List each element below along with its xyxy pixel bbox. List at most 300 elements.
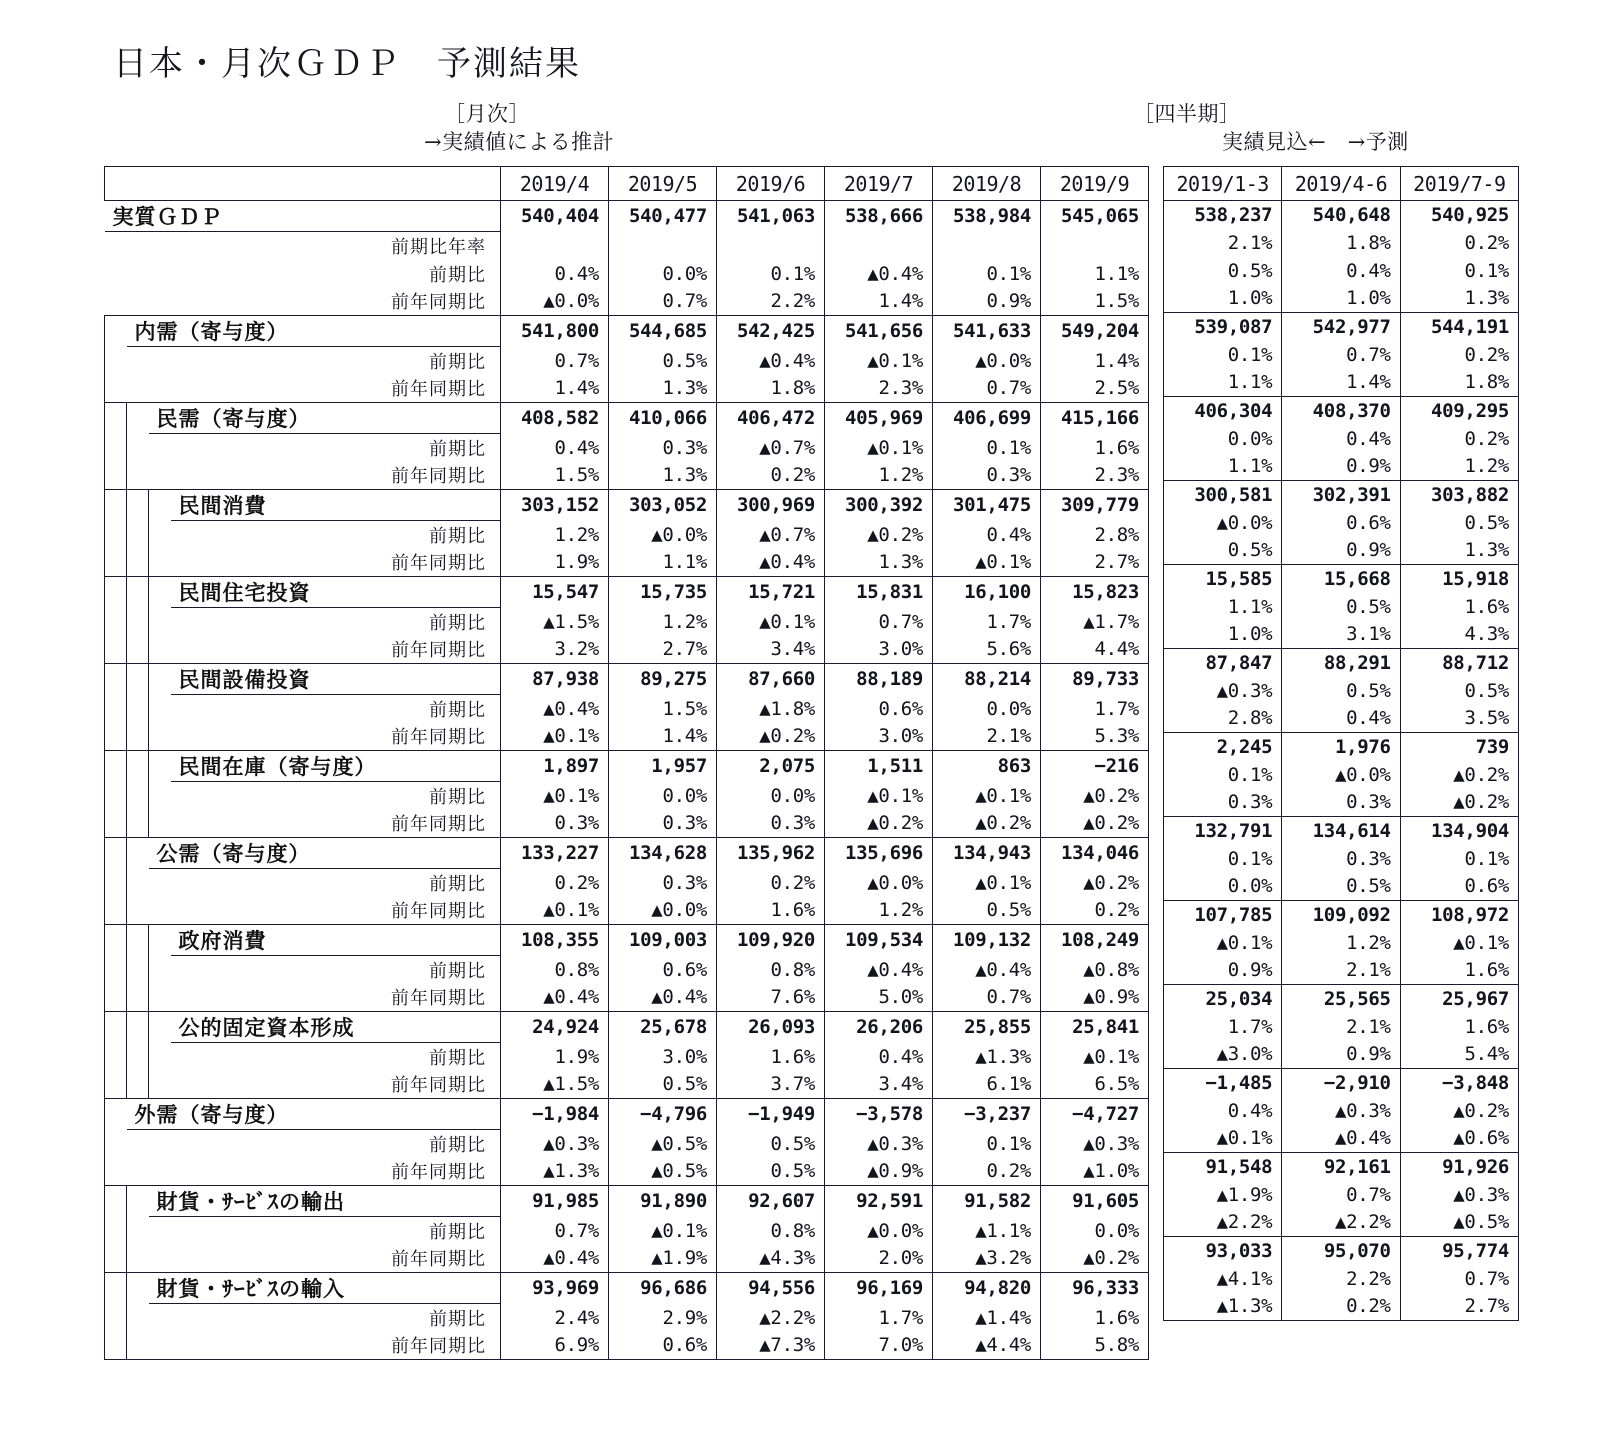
- cell-qoq: ▲0.0%: [609, 521, 717, 549]
- cell-level-value: 134,046: [1041, 838, 1149, 869]
- cell-level-value-quarter: 92,161: [1282, 1153, 1400, 1181]
- cell-level-value: 89,733: [1041, 664, 1149, 695]
- cell-yoy: 0.7%: [933, 984, 1041, 1012]
- cell-yoy-quarter: ▲1.3%: [1164, 1293, 1282, 1321]
- cell-level-value: 89,275: [609, 664, 717, 695]
- cell-yoy-quarter: 2.7%: [1400, 1293, 1518, 1321]
- cell-qoq: ▲0.4%: [933, 956, 1041, 984]
- indent-guide: [149, 1071, 171, 1099]
- cell-level-value-quarter: 88,291: [1282, 649, 1400, 677]
- cell-level-value: 541,656: [825, 316, 933, 347]
- indent-guide: [105, 1273, 127, 1304]
- cell-level-value-quarter: 540,925: [1400, 201, 1518, 229]
- indent-guide: [105, 1158, 127, 1186]
- cell-yoy: 1.6%: [717, 897, 825, 925]
- row-sublabel: 前年同期比: [171, 984, 501, 1012]
- table-row: [105, 577, 1149, 608]
- row-sublabel: 前年同期比: [105, 288, 501, 316]
- indent-guide: [127, 1332, 149, 1360]
- cell-yoy: ▲0.0%: [609, 897, 717, 925]
- cell-level-value: 540,477: [609, 201, 717, 232]
- cell-yoy-quarter: ▲2.2%: [1164, 1209, 1282, 1237]
- cell-yoy: 1.3%: [609, 375, 717, 403]
- table-row: [105, 636, 1149, 664]
- cell-yoy: 6.5%: [1041, 1071, 1149, 1099]
- cell-qoq: ▲0.5%: [609, 1130, 717, 1158]
- cell-qoq: 0.3%: [609, 869, 717, 897]
- cell-qoq-quarter: ▲0.2%: [1400, 761, 1518, 789]
- cell-level-value: 16,100: [933, 577, 1041, 608]
- cell-annualized-quarter: 1.8%: [1282, 229, 1400, 257]
- cell-level-value: 542,425: [717, 316, 825, 347]
- cell-yoy: 3.0%: [825, 636, 933, 664]
- cell-yoy: 1.3%: [825, 549, 933, 577]
- row-label: 民間在庫（寄与度）: [171, 751, 501, 782]
- cell-yoy: 1.3%: [609, 462, 717, 490]
- cell-qoq-quarter: 0.7%: [1282, 341, 1400, 369]
- cell-qoq-quarter: 1.7%: [1164, 1013, 1282, 1041]
- table-row: [1164, 425, 1519, 453]
- indent-guide: [127, 956, 149, 984]
- cell-yoy-quarter: 5.4%: [1400, 1041, 1518, 1069]
- cell-qoq: 0.8%: [717, 956, 825, 984]
- table-row: [105, 782, 1149, 810]
- cell-qoq-quarter: 0.5%: [1282, 677, 1400, 705]
- cell-qoq: ▲0.3%: [825, 1130, 933, 1158]
- indent-guide: [105, 956, 127, 984]
- indent-guide: [149, 1012, 171, 1043]
- cell-level-value: −4,796: [609, 1099, 717, 1130]
- cell-yoy-quarter: 3.1%: [1282, 621, 1400, 649]
- cell-yoy: 2.3%: [1041, 462, 1149, 490]
- cell-yoy-quarter: 1.2%: [1400, 453, 1518, 481]
- cell-yoy: ▲4.4%: [933, 1332, 1041, 1360]
- cell-level-value: 410,066: [609, 403, 717, 434]
- cell-level-value: 1,957: [609, 751, 717, 782]
- cell-level-value: 133,227: [501, 838, 609, 869]
- cell-level-value: 406,699: [933, 403, 1041, 434]
- cell-yoy: 1.5%: [501, 462, 609, 490]
- indent-guide: [105, 897, 127, 925]
- table-row: [105, 925, 1149, 956]
- cell-level-value-quarter: 1,976: [1282, 733, 1400, 761]
- cell-yoy: ▲0.4%: [609, 984, 717, 1012]
- table-row: [1164, 257, 1519, 285]
- row-label: 実質ＧＤＰ: [105, 201, 501, 232]
- cell-level-value-quarter: 134,904: [1400, 817, 1518, 845]
- monthly-section-note-sub: →実績値による推計: [424, 130, 615, 154]
- cell-qoq-quarter: 0.2%: [1400, 341, 1518, 369]
- cell-level-value-quarter: 408,370: [1282, 397, 1400, 425]
- indent-guide: [127, 925, 149, 956]
- cell-level-value-quarter: 25,034: [1164, 985, 1282, 1013]
- cell-qoq-quarter: 1.6%: [1400, 1013, 1518, 1041]
- cell-level-value: 15,831: [825, 577, 933, 608]
- column-header-month: 2019/4: [501, 167, 609, 201]
- row-sublabel: 前年同期比: [149, 1245, 501, 1273]
- indent-guide: [105, 316, 127, 347]
- cell-yoy-quarter: 0.5%: [1164, 537, 1282, 565]
- indent-guide: [105, 695, 127, 723]
- cell-yoy: 6.9%: [501, 1332, 609, 1360]
- cell-level-value-quarter: 107,785: [1164, 901, 1282, 929]
- indent-guide: [127, 664, 149, 695]
- cell-level-value: 2,075: [717, 751, 825, 782]
- table-row: [1164, 1125, 1519, 1153]
- cell-level-value: 15,823: [1041, 577, 1149, 608]
- indent-guide: [149, 608, 171, 636]
- cell-yoy: 6.1%: [933, 1071, 1041, 1099]
- indent-guide: [149, 521, 171, 549]
- table-row: [105, 810, 1149, 838]
- cell-level-value: 25,678: [609, 1012, 717, 1043]
- row-label: 外需（寄与度）: [127, 1099, 501, 1130]
- monthly-section-note-label: ［月次］: [444, 102, 530, 126]
- cell-yoy: 0.2%: [933, 1158, 1041, 1186]
- table-row: [105, 1071, 1149, 1099]
- indent-guide: [149, 984, 171, 1012]
- column-header-month: 2019/7: [825, 167, 933, 201]
- cell-qoq-quarter: ▲0.3%: [1282, 1097, 1400, 1125]
- cell-yoy-quarter: 0.9%: [1282, 1041, 1400, 1069]
- cell-yoy-quarter: 4.3%: [1400, 621, 1518, 649]
- cell-yoy: 5.8%: [1041, 1332, 1149, 1360]
- table-row: [105, 608, 1149, 636]
- cell-qoq: 0.7%: [501, 347, 609, 375]
- indent-guide: [105, 490, 127, 521]
- indent-guide: [105, 1217, 127, 1245]
- cell-yoy-quarter: ▲0.1%: [1164, 1125, 1282, 1153]
- cell-yoy: 0.5%: [717, 1158, 825, 1186]
- cell-qoq: 1.1%: [1041, 260, 1149, 288]
- quarterly-section-note-label: ［四半期］: [1133, 102, 1241, 126]
- row-sublabel: 前期比: [171, 521, 501, 549]
- cell-qoq: ▲0.1%: [933, 782, 1041, 810]
- indent-guide: [105, 838, 127, 869]
- cell-level-value: 92,607: [717, 1186, 825, 1217]
- cell-qoq: ▲1.1%: [933, 1217, 1041, 1245]
- cell-yoy-quarter: 0.9%: [1164, 957, 1282, 985]
- cell-qoq: 0.1%: [717, 260, 825, 288]
- cell-yoy: 0.3%: [717, 810, 825, 838]
- row-label: 内需（寄与度）: [127, 316, 501, 347]
- table-row: [1164, 1069, 1519, 1097]
- cell-yoy: ▲4.3%: [717, 1245, 825, 1273]
- cell-level-value-quarter: −3,848: [1400, 1069, 1518, 1097]
- cell-level-value: 96,686: [609, 1273, 717, 1304]
- cell-level-value-quarter: 739: [1400, 733, 1518, 761]
- indent-guide: [105, 1245, 127, 1273]
- cell-yoy: 7.0%: [825, 1332, 933, 1360]
- cell-yoy: 0.6%: [609, 1332, 717, 1360]
- indent-guide: [105, 521, 127, 549]
- cell-level-value-quarter: 108,972: [1400, 901, 1518, 929]
- cell-yoy: ▲1.5%: [501, 1071, 609, 1099]
- table-row: [1164, 229, 1519, 257]
- cell-qoq-quarter: 1.2%: [1282, 929, 1400, 957]
- cell-qoq: 1.2%: [609, 608, 717, 636]
- cell-level-value: 26,093: [717, 1012, 825, 1043]
- indent-guide: [127, 462, 149, 490]
- table-row: [1164, 1097, 1519, 1125]
- indent-guide: [127, 521, 149, 549]
- cell-yoy-quarter: 2.8%: [1164, 705, 1282, 733]
- table-row: [1164, 733, 1519, 761]
- cell-level-value: 87,660: [717, 664, 825, 695]
- cell-level-value: 303,152: [501, 490, 609, 521]
- cell-yoy: ▲0.2%: [1041, 1245, 1149, 1273]
- cell-qoq-quarter: 0.1%: [1164, 845, 1282, 873]
- cell-qoq: 0.0%: [1041, 1217, 1149, 1245]
- table-row: [105, 1043, 1149, 1071]
- table-row: [1164, 565, 1519, 593]
- row-sublabel: 前年同期比: [149, 1332, 501, 1360]
- indent-guide: [127, 1012, 149, 1043]
- cell-level-value-quarter: 88,712: [1400, 649, 1518, 677]
- cell-level-value: 87,938: [501, 664, 609, 695]
- cell-yoy: ▲0.5%: [609, 1158, 717, 1186]
- indent-guide: [127, 984, 149, 1012]
- cell-qoq: ▲0.4%: [825, 260, 933, 288]
- indent-guide: [105, 751, 127, 782]
- cell-level-value-quarter: 91,548: [1164, 1153, 1282, 1181]
- cell-qoq-quarter: 0.1%: [1400, 845, 1518, 873]
- table-row: [105, 695, 1149, 723]
- cell-qoq-quarter: 2.2%: [1282, 1265, 1400, 1293]
- cell-qoq-quarter: 0.3%: [1282, 845, 1400, 873]
- cell-level-value-quarter: 406,304: [1164, 397, 1282, 425]
- cell-qoq: 0.1%: [933, 260, 1041, 288]
- row-label: 民間消費: [171, 490, 501, 521]
- cell-level-value: 405,969: [825, 403, 933, 434]
- cell-level-value-quarter: 25,967: [1400, 985, 1518, 1013]
- indent-guide: [127, 810, 149, 838]
- cell-qoq-quarter: 0.7%: [1400, 1265, 1518, 1293]
- cell-qoq: ▲1.8%: [717, 695, 825, 723]
- cell-qoq: ▲0.4%: [717, 347, 825, 375]
- indent-guide: [105, 347, 127, 375]
- indent-guide: [149, 810, 171, 838]
- cell-level-value: 541,633: [933, 316, 1041, 347]
- cell-level-value: 549,204: [1041, 316, 1149, 347]
- cell-qoq: 1.7%: [933, 608, 1041, 636]
- cell-qoq-quarter: 0.2%: [1400, 425, 1518, 453]
- cell-qoq: ▲1.7%: [1041, 608, 1149, 636]
- cell-level-value: 93,969: [501, 1273, 609, 1304]
- cell-qoq-quarter: ▲0.3%: [1164, 677, 1282, 705]
- column-header-month: 2019/9: [1041, 167, 1149, 201]
- cell-level-value: 538,666: [825, 201, 933, 232]
- cell-level-value: 309,779: [1041, 490, 1149, 521]
- table-row: [105, 1304, 1149, 1332]
- cell-level-value-quarter: −1,485: [1164, 1069, 1282, 1097]
- cell-qoq: 1.6%: [1041, 1304, 1149, 1332]
- indent-guide: [105, 1130, 127, 1158]
- cell-level-value: 541,063: [717, 201, 825, 232]
- cell-yoy-quarter: 1.0%: [1164, 621, 1282, 649]
- cell-level-value-quarter: 91,926: [1400, 1153, 1518, 1181]
- column-header-month: 2019/5: [609, 167, 717, 201]
- cell-qoq-quarter: 0.1%: [1400, 257, 1518, 285]
- cell-yoy-quarter: 0.4%: [1282, 705, 1400, 733]
- cell-qoq: ▲0.3%: [501, 1130, 609, 1158]
- cell-level-value: 109,003: [609, 925, 717, 956]
- table-row: [1164, 313, 1519, 341]
- cell-level-value: 91,890: [609, 1186, 717, 1217]
- cell-yoy-quarter: ▲0.6%: [1400, 1125, 1518, 1153]
- cell-annualized: [825, 232, 933, 260]
- table-row: [105, 1245, 1149, 1273]
- cell-qoq: 0.7%: [825, 608, 933, 636]
- cell-yoy-quarter: 1.3%: [1400, 537, 1518, 565]
- table-row: [1164, 593, 1519, 621]
- cell-qoq: 0.1%: [933, 1130, 1041, 1158]
- indent-guide: [105, 1332, 127, 1360]
- cell-level-value: 25,855: [933, 1012, 1041, 1043]
- cell-annualized: [609, 232, 717, 260]
- table-row: [1164, 201, 1519, 229]
- indent-guide: [149, 1043, 171, 1071]
- cell-yoy: 5.0%: [825, 984, 933, 1012]
- row-sublabel: 前期比: [171, 782, 501, 810]
- indent-guide: [105, 1071, 127, 1099]
- table-row: [105, 1186, 1149, 1217]
- cell-yoy-quarter: 0.2%: [1282, 1293, 1400, 1321]
- cell-level-value-quarter: 542,977: [1282, 313, 1400, 341]
- cell-yoy: 3.7%: [717, 1071, 825, 1099]
- cell-qoq: 1.2%: [501, 521, 609, 549]
- cell-qoq-quarter: 0.6%: [1282, 509, 1400, 537]
- indent-guide: [149, 723, 171, 751]
- cell-qoq: 0.2%: [717, 869, 825, 897]
- indent-guide: [149, 664, 171, 695]
- cell-yoy: ▲0.1%: [933, 549, 1041, 577]
- cell-level-value-quarter: 93,033: [1164, 1237, 1282, 1265]
- indent-guide: [105, 1304, 127, 1332]
- table-row: [105, 984, 1149, 1012]
- cell-yoy-quarter: 1.0%: [1282, 285, 1400, 313]
- indent-guide: [149, 577, 171, 608]
- cell-yoy: 2.2%: [717, 288, 825, 316]
- cell-level-value: −1,949: [717, 1099, 825, 1130]
- cell-qoq: 0.5%: [717, 1130, 825, 1158]
- table-row: [105, 232, 1149, 260]
- cell-level-value-quarter: 303,882: [1400, 481, 1518, 509]
- cell-level-value: 406,472: [717, 403, 825, 434]
- cell-yoy: 2.0%: [825, 1245, 933, 1273]
- cell-yoy: 1.1%: [609, 549, 717, 577]
- cell-yoy-quarter: ▲3.0%: [1164, 1041, 1282, 1069]
- indent-guide: [105, 636, 127, 664]
- cell-level-value: 541,800: [501, 316, 609, 347]
- cell-level-value: 92,591: [825, 1186, 933, 1217]
- cell-level-value-quarter: 109,092: [1282, 901, 1400, 929]
- cell-qoq-quarter: ▲0.0%: [1164, 509, 1282, 537]
- cell-qoq: ▲0.1%: [825, 782, 933, 810]
- cell-qoq: 0.2%: [501, 869, 609, 897]
- cell-yoy: ▲1.0%: [1041, 1158, 1149, 1186]
- cell-level-value-quarter: 540,648: [1282, 201, 1400, 229]
- indent-guide: [127, 695, 149, 723]
- cell-qoq: 0.0%: [933, 695, 1041, 723]
- table-row: [1164, 1293, 1519, 1321]
- cell-qoq: 0.1%: [933, 434, 1041, 462]
- cell-level-value: 88,214: [933, 664, 1041, 695]
- cell-qoq-quarter: 0.1%: [1164, 341, 1282, 369]
- table-row: [1164, 649, 1519, 677]
- monthly-table-header-row: [105, 167, 1149, 201]
- table-row: [1164, 929, 1519, 957]
- indent-guide: [105, 1186, 127, 1217]
- row-sublabel: 前年同期比: [127, 1158, 501, 1186]
- cell-yoy-quarter: ▲0.5%: [1400, 1209, 1518, 1237]
- cell-qoq: 0.4%: [933, 521, 1041, 549]
- row-sublabel: 前年同期比: [171, 723, 501, 751]
- indent-guide: [127, 549, 149, 577]
- cell-yoy: 4.4%: [1041, 636, 1149, 664]
- cell-qoq: ▲0.1%: [933, 869, 1041, 897]
- column-header-month: 2019/8: [933, 167, 1041, 201]
- table-row: [1164, 845, 1519, 873]
- indent-guide: [127, 1071, 149, 1099]
- cell-yoy: 1.8%: [717, 375, 825, 403]
- cell-qoq: 0.8%: [501, 956, 609, 984]
- cell-qoq: 0.5%: [609, 347, 717, 375]
- cell-yoy: 1.4%: [825, 288, 933, 316]
- indent-guide: [127, 1186, 149, 1217]
- cell-yoy: 1.2%: [825, 897, 933, 925]
- cell-yoy: 0.5%: [609, 1071, 717, 1099]
- cell-yoy: 0.3%: [609, 810, 717, 838]
- cell-qoq: 1.5%: [609, 695, 717, 723]
- cell-level-value: 91,582: [933, 1186, 1041, 1217]
- table-row: [105, 1158, 1149, 1186]
- cell-yoy-quarter: 0.9%: [1282, 537, 1400, 565]
- cell-level-value: 109,920: [717, 925, 825, 956]
- cell-level-value: 91,985: [501, 1186, 609, 1217]
- table-row: [105, 897, 1149, 925]
- indent-guide: [127, 403, 149, 434]
- cell-yoy: 7.6%: [717, 984, 825, 1012]
- cell-level-value-quarter: −2,910: [1282, 1069, 1400, 1097]
- cell-yoy: ▲0.4%: [501, 984, 609, 1012]
- cell-yoy: 0.3%: [501, 810, 609, 838]
- table-row: [1164, 369, 1519, 397]
- cell-qoq: ▲0.1%: [825, 347, 933, 375]
- table-row: [105, 201, 1149, 232]
- cell-level-value-quarter: 132,791: [1164, 817, 1282, 845]
- cell-level-value: 91,605: [1041, 1186, 1149, 1217]
- cell-yoy: ▲0.4%: [717, 549, 825, 577]
- table-row: [105, 838, 1149, 869]
- row-sublabel: 前期比: [171, 1043, 501, 1071]
- cell-qoq-quarter: 0.0%: [1164, 425, 1282, 453]
- cell-yoy: ▲0.9%: [825, 1158, 933, 1186]
- cell-yoy: ▲0.4%: [501, 1245, 609, 1273]
- indent-guide: [127, 838, 149, 869]
- cell-yoy: 1.9%: [501, 549, 609, 577]
- cell-yoy: ▲0.9%: [1041, 984, 1149, 1012]
- cell-yoy-quarter: 0.3%: [1164, 789, 1282, 817]
- cell-level-value-quarter: 2,245: [1164, 733, 1282, 761]
- cell-level-value: 545,065: [1041, 201, 1149, 232]
- table-row: [1164, 1153, 1519, 1181]
- cell-yoy: ▲7.3%: [717, 1332, 825, 1360]
- quarterly-table-header-row: [1164, 167, 1519, 201]
- cell-yoy: ▲0.2%: [825, 810, 933, 838]
- cell-qoq: 1.4%: [1041, 347, 1149, 375]
- cell-level-value: −1,984: [501, 1099, 609, 1130]
